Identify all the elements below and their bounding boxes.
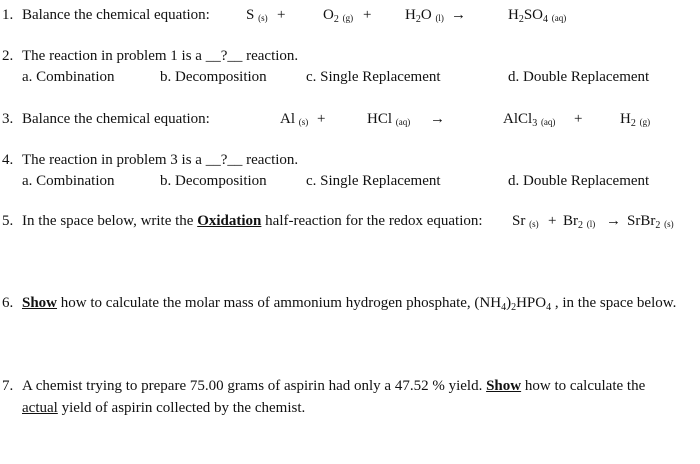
reactant-oxygen: $O_2$ (g) — [323, 7, 354, 25]
plus-sign: + — [317, 111, 326, 127]
emphasis-actual: actual — [22, 400, 58, 416]
choice-b: b. Decomposition — [160, 69, 267, 85]
emphasis-show: Show — [22, 295, 58, 311]
question-text: In the space below, write the Oxidation half-reaction for the redox equation: — [22, 213, 483, 229]
emphasis-show: Show — [486, 378, 522, 394]
plus-sign: + — [277, 7, 286, 23]
question-number: 4. — [2, 152, 14, 168]
question-prompt: Balance the chemical equation: — [22, 7, 210, 23]
choice-a: a. Combination — [22, 173, 115, 189]
choice-a: a. Combination — [22, 69, 115, 85]
reactant-water: $H_2O$ (l) — [405, 7, 444, 25]
reactant-bromine: $Br_2$ (l) — [563, 213, 596, 231]
question-number: 6. — [2, 295, 14, 311]
question-text-line-2: actual yield of aspirin collected by the chemist. — [22, 400, 306, 416]
reactant-sulfur: S (s) — [246, 7, 268, 23]
product-hydrogen: $H_2$ (g) — [620, 111, 651, 129]
question-number: 7. — [2, 378, 14, 394]
reaction-arrow: → — [430, 111, 445, 127]
reactant-strontium: Sr (s) — [512, 213, 539, 229]
question-text: The reaction in problem 3 is a __?__ reaction. — [22, 152, 299, 168]
question-prompt: Balance the chemical equation: — [22, 111, 210, 127]
reaction-arrow: → — [606, 213, 621, 229]
reactant-hcl: HCl (aq) — [367, 111, 411, 127]
choice-d: d. Double Replacement — [508, 69, 650, 85]
question-number: 1. — [2, 7, 14, 23]
product-aluminum-chloride: AlCl$_3$ (aq) — [503, 111, 556, 129]
question-text: The reaction in problem 1 is a __?__ reaction. — [22, 48, 299, 64]
product-sulfuric-acid: $H_2SO_4$ (aq) — [508, 7, 567, 25]
question-text: Show how to calculate the molar mass of ammonium hydrogen phosphate, $(NH_4)_2HPO_4$ , in the space below. — [22, 295, 677, 313]
plus-sign: + — [574, 111, 583, 127]
emphasis-oxidation: Oxidation — [197, 213, 262, 229]
reaction-arrow: → — [451, 7, 466, 23]
question-number: 3. — [2, 111, 14, 127]
product-strontium-bromide: SrBr$_2$ (s) — [627, 213, 674, 231]
reactant-aluminum: Al (s) — [280, 111, 309, 127]
plus-sign: + — [548, 213, 557, 229]
choice-d: d. Double Replacement — [508, 173, 650, 189]
question-number: 5. — [2, 213, 14, 229]
choice-c: c. Single Replacement — [306, 173, 441, 189]
plus-sign: + — [363, 7, 372, 23]
question-text-line-1: A chemist trying to prepare 75.00 grams of aspirin had only a 47.52 % yield. Show how to calculate the — [22, 378, 646, 394]
question-number: 2. — [2, 48, 14, 64]
choice-c: c. Single Replacement — [306, 69, 441, 85]
choice-b: b. Decomposition — [160, 173, 267, 189]
